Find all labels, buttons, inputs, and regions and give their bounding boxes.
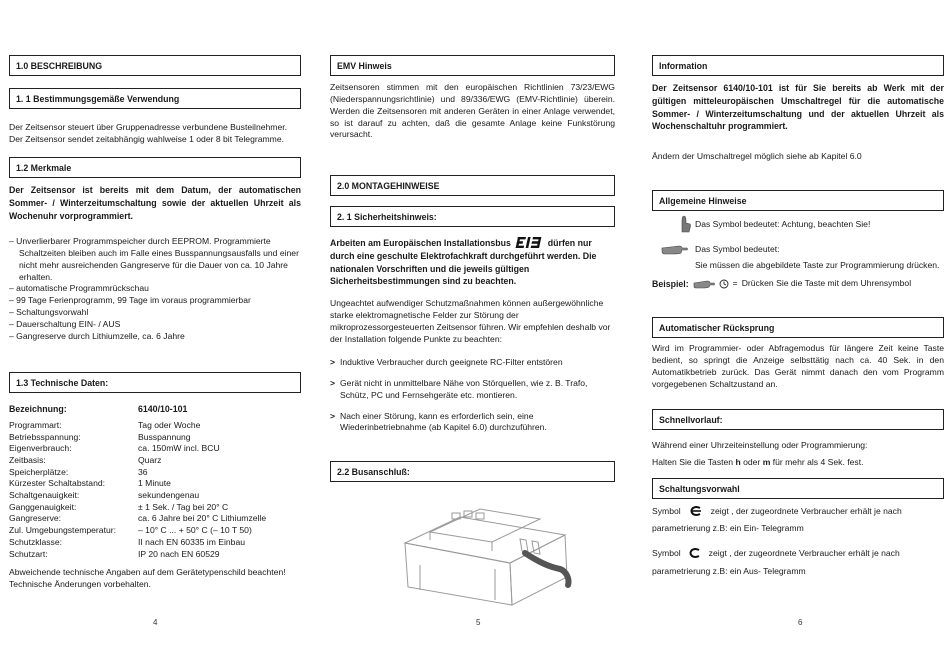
- spec-key: Schutzart:: [9, 548, 48, 559]
- spec-table: [9, 404, 301, 560]
- spec-value: IP 20 nach EN 60529: [138, 548, 220, 559]
- sicherheit-text-post: dürfen nur durch eine geschulte Elektrofachkraft durchgeführt werden. Die nationalen Vorschriften und die jeweils gültigen Sicherheitsbestimmungen sind zu beachten.: [330, 238, 597, 287]
- table-row: [9, 490, 301, 502]
- schutz-text: Ungeachtet aufwendiger Schutzmaßnahmen können außergewöhnliche starke elektromagnetische Felder zur Störung der mikroprozessorgesteuerten Zeitsensor führen. Wir empfehlen deshalb vor der Installation folgende Punkte zu beachten:: [330, 298, 611, 344]
- ein-text-a: zeigt , der zugeordnete Verbraucher erhält je nach: [710, 506, 902, 516]
- schnellvorlauf-text-1: Während einer Uhrzeiteinstellung oder Programmierung:: [652, 440, 868, 450]
- ruecksprung-text: Wird im Programmier- oder Abfragemodus für längere Zeit keine Taste bedient, so springt die Anzeige selbsttätig nach ca. 40 Sek. in den Automatikbetrieb zurück. Das Gerät nimmt danach den vom Programm vorgegebenen Schaltzustand an.: [652, 343, 944, 389]
- table-row: [9, 404, 301, 416]
- hint-press-text-b: Sie müssen die abgebildete Taste zur Programmierung drücken.: [695, 260, 940, 270]
- heading-information: Information: [652, 55, 944, 76]
- emv-text: Zeitsensoren stimmen mit den europäischen Richtlinien 73/23/EWG (Niederspannungsrichtlinie) und 89/336/EWG (EMV-Richtlinie) überein. Werden die Zeitsensoren mit anderen Geräten in einer Anlage verwendet, so ist darauf zu achten, daß die gesamte Anlage keine Funkstörung verursacht.: [330, 82, 615, 140]
- heading-merkmale: 1.2 Merkmale: [9, 157, 301, 178]
- ein-symbol-row: [652, 506, 944, 518]
- spec-value: sekundengenau: [138, 490, 200, 501]
- heading-sicherheit: 2. 1 Sicherheitshinweis:: [330, 206, 615, 227]
- table-row: [9, 537, 301, 549]
- spec-key: Betriebsspannung:: [9, 431, 81, 442]
- list-item: [330, 357, 615, 369]
- symbol-word: Symbol: [652, 506, 681, 516]
- list-item: [330, 411, 615, 435]
- column-page-6: [652, 0, 944, 667]
- spec-key: Eigenverbrauch:: [9, 443, 72, 454]
- spec-value: 6140/10-101: [138, 404, 188, 414]
- beispiel-equals: =: [732, 278, 738, 289]
- spec-key: Zul. Umgebungstemperatur:: [9, 525, 116, 536]
- table-row: [9, 525, 301, 537]
- sicherheit-text-pre: Arbeiten am Europäischen Installationsbus: [330, 238, 511, 248]
- spec-value: II nach EN 60335 im Einbau: [138, 536, 246, 547]
- spec-value: – 10° C ... + 50° C (– 10 T 50): [138, 525, 252, 536]
- table-row: [9, 478, 301, 490]
- table-row: [9, 420, 301, 432]
- spec-key: Schutzklasse:: [9, 536, 63, 547]
- key-m: m: [762, 457, 771, 467]
- pointing-hand-icon: [693, 279, 715, 289]
- clock-icon: [719, 279, 729, 289]
- table-row: [9, 502, 301, 514]
- aus-text-b: parametrierung z.B: ein Aus- Telegramm: [652, 566, 806, 576]
- spec-key: Schaltgenauigkeit:: [9, 490, 80, 501]
- heading-technische-daten: 1.3 Technische Daten:: [9, 372, 301, 393]
- key-h: h: [735, 457, 741, 467]
- column-page-5: [330, 0, 615, 667]
- spec-value: Quarz: [138, 455, 162, 466]
- heading-ruecksprung: Automatischer Rücksprung: [652, 317, 944, 338]
- page-number: 6: [798, 618, 803, 627]
- point-text: Nach einer Störung, kann es erforderlich sein, eine Wiederinbetriebnahme (ab Kapitel 6.0) durchzuführen.: [340, 410, 547, 433]
- spec-key: Zeitbasis:: [9, 455, 46, 466]
- spec-key: Gangreserve:: [9, 513, 62, 524]
- schnell-part-a: Halten Sie die Tasten: [652, 457, 736, 467]
- heading-schnellvorlauf: Schnellvorlauf:: [652, 409, 944, 430]
- hinweis-points: [330, 357, 615, 443]
- table-row: [9, 467, 301, 479]
- aus-symbol-row: [652, 548, 944, 560]
- spec-value: 1 Minute: [138, 478, 171, 489]
- table-row: [9, 549, 301, 561]
- bestimmung-text: [9, 122, 301, 146]
- list-item: – Gangreserve durch Lithiumzelle, ca. 6 Jahre: [9, 330, 185, 341]
- schnell-part-b: oder: [740, 457, 763, 467]
- aus-symbol-icon: [689, 548, 701, 559]
- spec-key: Bezeichnung:: [9, 404, 67, 414]
- beispiel-row: [652, 278, 944, 291]
- point-text: Gerät nicht in unmittelbare Nähe von Störquellen, wie z. B. Trafo, Schütz, PC und Fernsehgeräte etc. montieren.: [340, 377, 588, 400]
- list-item: – 99 Tage Ferienprogramm, 99 Tage im voraus programmierbar: [9, 295, 251, 306]
- page-number: 4: [153, 618, 158, 627]
- heading-montage: 2.0 MONTAGEHINWEISE: [330, 175, 615, 196]
- ein-text-b: parametrierung z.B: ein Ein- Telegramm: [652, 523, 804, 533]
- heading-schaltungsvorwahl: Schaltungsvorwahl: [652, 478, 944, 499]
- heading-bestimmung: 1. 1 Bestimmungsgemäße Verwendung: [9, 88, 301, 109]
- aus-text-a: zeigt , der zugeordnete Verbraucher erhält je nach: [708, 548, 900, 558]
- list-item: – Schaltungsvorwahl: [9, 307, 89, 318]
- information-text: Ändern der Umschaltregel möglich siehe ab Kapitel 6.0: [652, 151, 862, 161]
- heading-busanschluss: 2.2 Busanschluß:: [330, 461, 615, 482]
- point-marker: >: [330, 410, 336, 421]
- schnell-part-c: für mehr als 4 Sek. fest.: [770, 457, 864, 467]
- eib-logo: [515, 237, 545, 248]
- sicherheit-text: [330, 237, 615, 288]
- page-number: 5: [476, 618, 481, 627]
- merkmale-intro: Der Zeitsensor ist bereits mit dem Datum, der automatischen Sommer- / Winterzeitumschaltung sowie der aktuellen Uhrzeit als Wochenuhr vorprogrammiert.: [9, 185, 301, 221]
- heading-emv: EMV Hinweis: [330, 55, 615, 76]
- point-marker: >: [330, 357, 336, 367]
- table-row: [9, 432, 301, 444]
- information-bold-text: Der Zeitsensor 6140/10-101 ist für Sie bereits ab Werk mit der gültigen mitteleuropäischen Umschaltregel für die automatische Sommer- / Winterzeitumschaltung und der aktuellen Uhrzeit als Wochenschaltuhr programmiert.: [652, 83, 944, 132]
- spec-key: Speicherplätze:: [9, 466, 69, 477]
- beispiel-label: Beispiel:: [652, 279, 689, 289]
- table-row: [9, 455, 301, 467]
- list-item: – Unverlierbarer Programmspeicher durch EEPROM. Programmierte Schaltzeiten bleiben auch im Falle eines Busspannungsausfalls und einer nicht mehr ausreichenden Gangreserve für die Dauer von ca. 10 Jahre erhalten.: [9, 236, 299, 282]
- heading-allgemeine-hinweise: Allgemeine Hinweise: [652, 190, 944, 211]
- table-row: [9, 443, 301, 455]
- spec-key: Ganggenauigkeit:: [9, 501, 77, 512]
- spec-value: ca. 150mW incl. BCU: [138, 443, 220, 454]
- spec-key: Kürzester Schaltabstand:: [9, 478, 106, 489]
- bestimmung-line-1: Der Zeitsensor steuert über Gruppenadresse verbundene Busteilnehmer.: [9, 122, 288, 132]
- list-item: – automatische Programmrückschau: [9, 283, 149, 294]
- symbol-word: Symbol: [652, 548, 681, 558]
- spec-key: Programmart:: [9, 419, 62, 430]
- heading-beschreibung: 1.0 BESCHREIBUNG: [9, 55, 301, 76]
- hint-attention-text: Das Symbol bedeutet: Achtung, beachten Sie!: [695, 219, 871, 229]
- spec-value: Tag oder Woche: [138, 419, 201, 430]
- spec-value: 36: [138, 466, 148, 477]
- spec-value: ca. 6 Jahre bei 20° C Lithiumzelle: [138, 513, 267, 524]
- list-item: [330, 378, 615, 402]
- device-illustration: [400, 495, 615, 610]
- spec-value: ± 1 Sek. / Tag bei 20° C: [138, 501, 229, 512]
- beispiel-text: Drücken Sie die Taste mit dem Uhrensymbol: [741, 278, 912, 289]
- table-row: [9, 513, 301, 525]
- bestimmung-line-2: Der Zeitsensor sendet zeitabhängig wahlweise 1 oder 8 bit Telegramme.: [9, 133, 284, 144]
- ein-symbol-icon: [689, 506, 703, 517]
- abweichend-note: Abweichende technische Angaben auf dem Gerätetypenschild beachten! Technische Änderungen vorbehalten.: [9, 567, 286, 589]
- schnellvorlauf-text-2: [652, 457, 944, 469]
- column-page-4: [9, 0, 301, 667]
- merkmale-list: [9, 236, 301, 343]
- point-text: Induktive Verbraucher durch geeignete RC-Filter entstören: [340, 357, 563, 367]
- point-marker: >: [330, 377, 336, 388]
- hint-press-text-a: Das Symbol bedeutet:: [695, 244, 780, 254]
- list-item: – Dauerschaltung EIN- / AUS: [9, 319, 121, 330]
- spec-value: Busspannung: [138, 431, 191, 442]
